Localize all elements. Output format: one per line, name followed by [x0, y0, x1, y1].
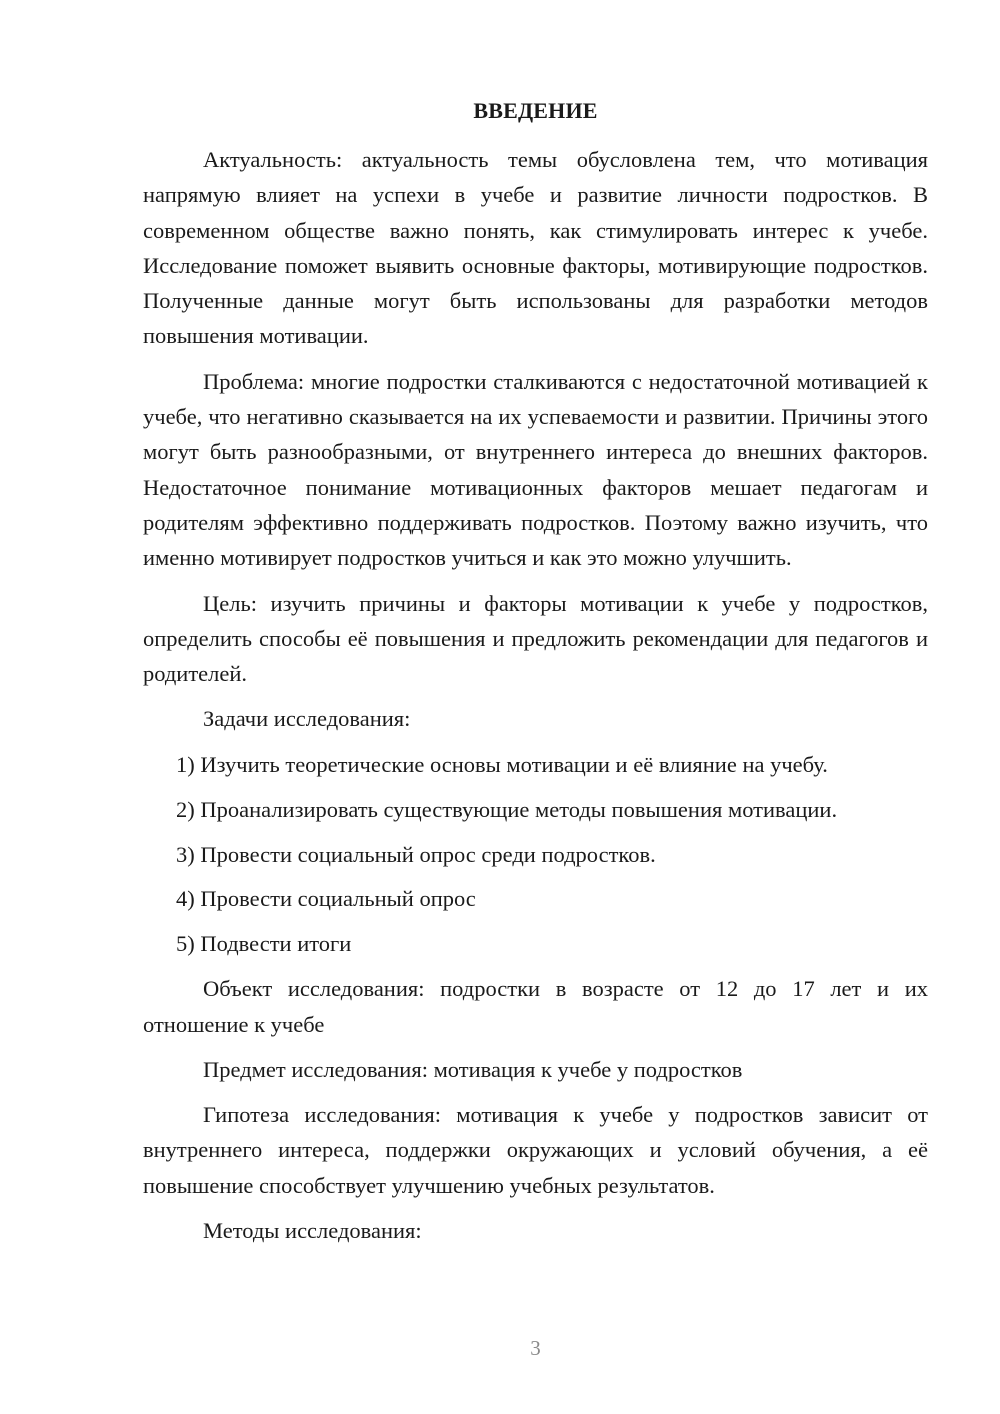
paragraph-goal: Цель: изучить причины и факторы мотивации к учебе у подростков, определить способы её повышения и предложить рекомендации для педагогов и родителей. [143, 590, 928, 687]
page-number: 3 [530, 1336, 541, 1360]
tasks-list [143, 747, 928, 962]
list-item: 2) Проанализировать существующие методы повышения мотивации. [176, 796, 838, 822]
tasks-heading: Задачи исследования: [203, 706, 411, 732]
paragraph-object: Объект исследования: подростки в возрасте от 12 до 17 лет и их отношение к учебе [143, 976, 928, 1037]
list-item: 4) Провести социальный опрос [176, 886, 476, 912]
paragraph-problem: Проблема: многие подростки сталкиваются с недостаточной мотивацией к учебе, что негативно сказывается на их успеваемости и развитии. Причины этого могут быть разнообразными, от внутреннего интереса до внешних факторов. Недостаточное понимание мотивационных факторов мешает педагогам и родителям эффективно поддерживать подростков. Поэтому важно изучить, что именно мотивирует подростков учиться и как это можно улучшить. [143, 368, 928, 571]
section-title: ВВЕДЕНИЕ [473, 98, 598, 123]
methods-heading: Методы исследования: [203, 1217, 422, 1243]
paragraph-relevance: Актуальность: актуальность темы обусловлена тем, что мотивация напрямую влияет на успехи в учебе и развитие личности подростков. В современном обществе важно понять, как стимулировать интерес к учебе. Исследование поможет выявить основные факторы, мотивирующие подростков. Полученные данные могут быть использованы для разработки методов повышения мотивации. [143, 147, 928, 349]
list-item: 1) Изучить теоретические основы мотивации и её влияние на учебу. [176, 751, 828, 777]
document-page [143, 0, 928, 1414]
list-item: 5) Подвести итоги [176, 931, 352, 957]
paragraph-subject: Предмет исследования: мотивация к учебе у подростков [203, 1056, 743, 1082]
list-item: 3) Провести социальный опрос среди подростков. [176, 841, 656, 867]
body-text [143, 142, 928, 1258]
paragraph-hypothesis: Гипотеза исследования: мотивация к учебе у подростков зависит от внутреннего интереса, поддержки окружающих и условий обучения, а её повышение способствует улучшению учебных результатов. [143, 1102, 928, 1198]
